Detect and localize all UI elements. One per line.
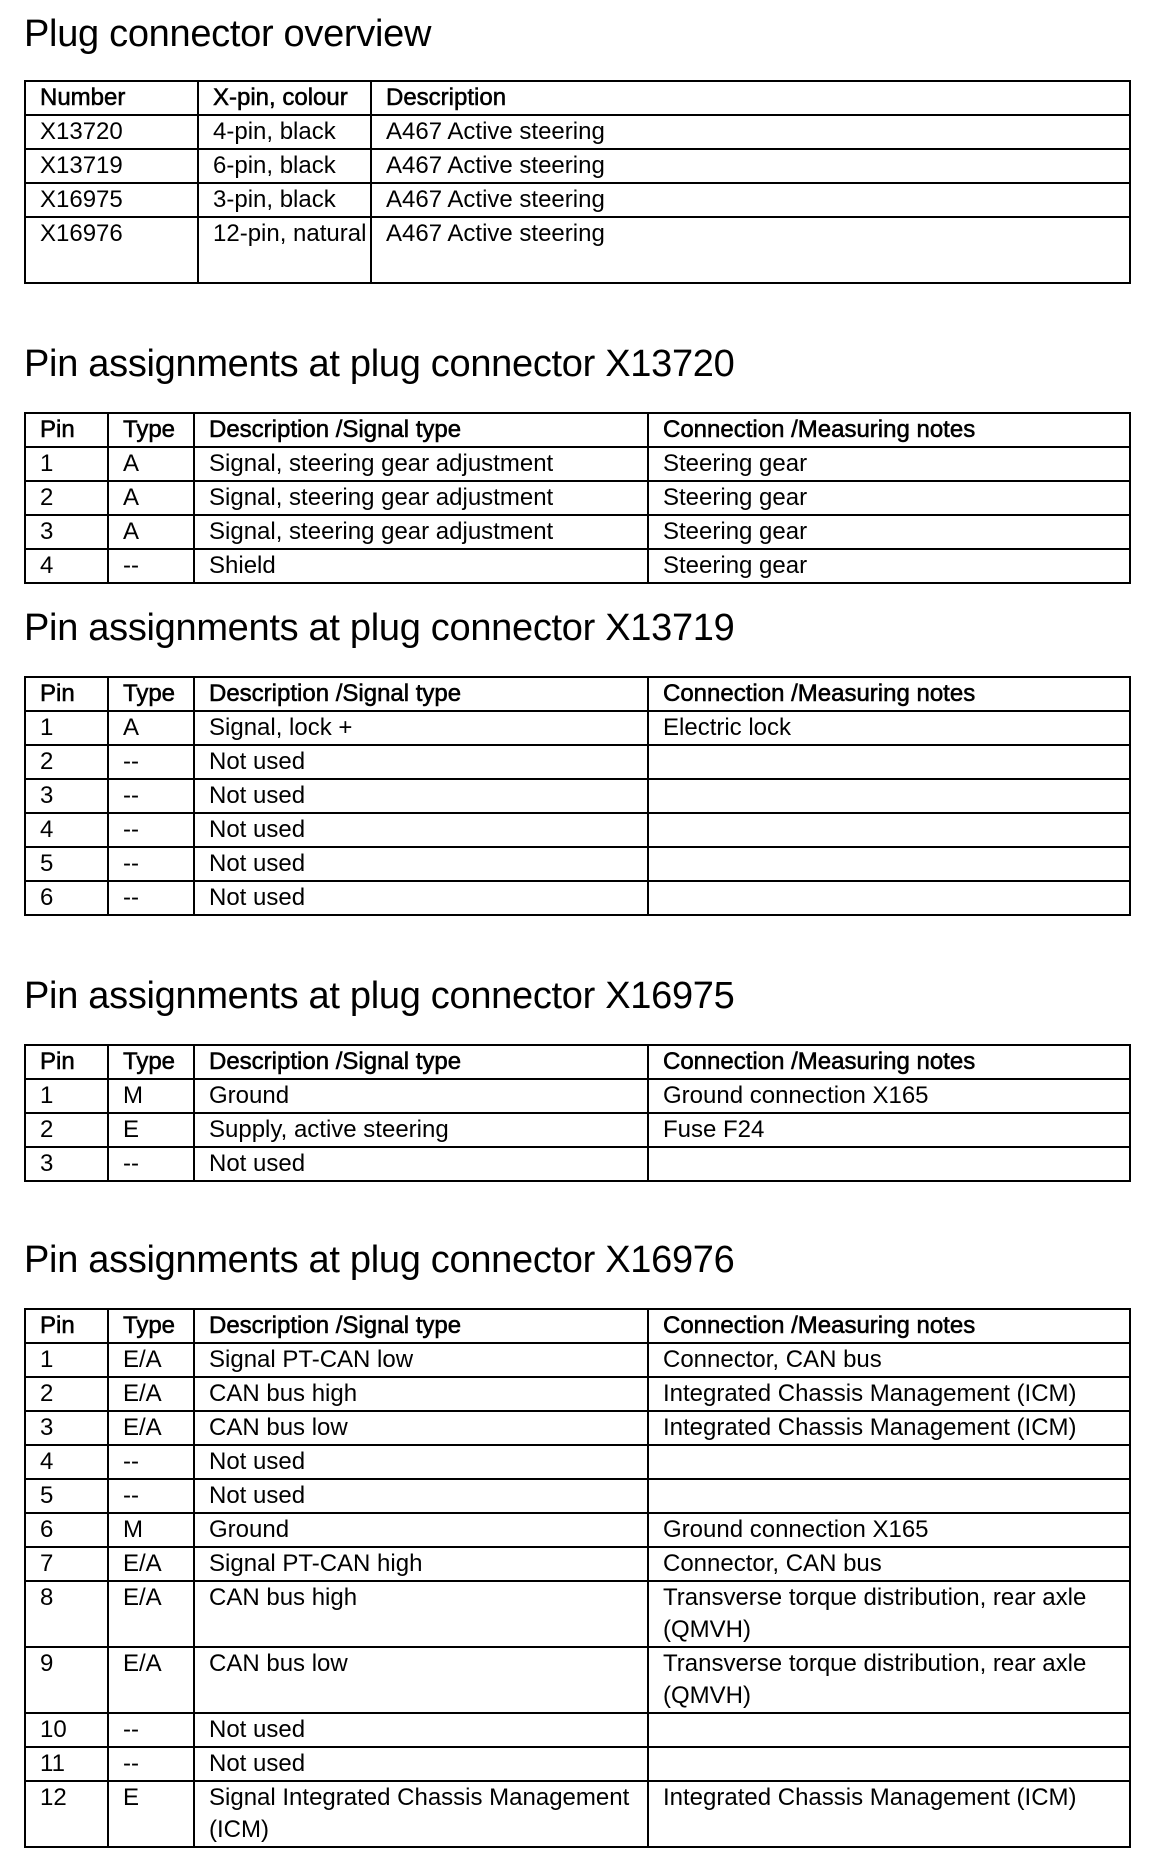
cell-description: CAN bus low <box>194 1411 648 1445</box>
cell-x-pin-colour: 12-pin, natural <box>198 217 371 283</box>
cell-x-pin-colour: 3-pin, black <box>198 183 371 217</box>
cell-pin: 1 <box>25 447 108 481</box>
overview-section <box>24 12 1131 247</box>
cell-connection: Ground connection X165 <box>648 1513 1130 1547</box>
cell-type: A <box>108 447 194 481</box>
table-header-row <box>25 81 1130 115</box>
cell-description: Not used <box>194 1147 648 1181</box>
cell-pin: 2 <box>25 745 108 779</box>
cell-connection: Steering gear <box>648 549 1130 583</box>
cell-connection: Connector, CAN bus <box>648 1343 1130 1377</box>
cell-number: X16976 <box>25 217 198 283</box>
cell-description: Ground <box>194 1079 648 1113</box>
cell-type: M <box>108 1079 194 1113</box>
cell-connection <box>648 779 1130 813</box>
cell-type: M <box>108 1513 194 1547</box>
table-row <box>25 217 1130 283</box>
cell-pin: 2 <box>25 1377 108 1411</box>
x16976-title: Pin assignments at plug connector X16976 <box>24 1239 735 1281</box>
table-row <box>25 779 1130 813</box>
cell-type: -- <box>108 1713 194 1747</box>
cell-description: CAN bus high <box>194 1377 648 1411</box>
table-row <box>25 549 1130 583</box>
cell-connection <box>648 1713 1130 1747</box>
cell-connection: Connector, CAN bus <box>648 1547 1130 1581</box>
cell-pin: 4 <box>25 813 108 847</box>
cell-type: -- <box>108 881 194 915</box>
cell-pin: 12 <box>25 1781 108 1847</box>
cell-connection: Electric lock <box>648 711 1130 745</box>
cell-description: Not used <box>194 1445 648 1479</box>
header-pin: Pin <box>25 413 108 447</box>
cell-type: E/A <box>108 1377 194 1411</box>
table-row <box>25 813 1130 847</box>
cell-pin: 11 <box>25 1747 108 1781</box>
cell-connection <box>648 745 1130 779</box>
table-row <box>25 1747 1130 1781</box>
x13719-pin-table <box>24 676 1131 916</box>
table-row <box>25 149 1130 183</box>
cell-connection: Integrated Chassis Management (ICM) <box>648 1411 1130 1445</box>
x16975-section <box>24 974 1131 1177</box>
cell-description: Supply, active steering <box>194 1113 648 1147</box>
table-row <box>25 1411 1130 1445</box>
header-connection: Connection /Measuring notes <box>648 413 1130 447</box>
table-row <box>25 881 1130 915</box>
header-type: Type <box>108 1045 194 1079</box>
cell-description: Not used <box>194 847 648 881</box>
table-row <box>25 1147 1130 1181</box>
cell-number: X13719 <box>25 149 198 183</box>
cell-description: CAN bus high <box>194 1581 648 1647</box>
cell-description: Not used <box>194 1713 648 1747</box>
cell-connection <box>648 1747 1130 1781</box>
cell-description: Signal PT-CAN high <box>194 1547 648 1581</box>
header-description: Description /Signal type <box>194 1309 648 1343</box>
cell-connection <box>648 881 1130 915</box>
x13720-section <box>24 342 1131 579</box>
table-row <box>25 1445 1130 1479</box>
x13719-title: Pin assignments at plug connector X13719 <box>24 607 735 649</box>
cell-description: Not used <box>194 813 648 847</box>
cell-pin: 9 <box>25 1647 108 1713</box>
cell-type: -- <box>108 1747 194 1781</box>
table-row <box>25 1547 1130 1581</box>
cell-type: -- <box>108 813 194 847</box>
cell-pin: 1 <box>25 1079 108 1113</box>
table-row <box>25 515 1130 549</box>
table-row <box>25 1781 1130 1847</box>
table-row <box>25 1647 1130 1713</box>
header-number: Number <box>25 81 198 115</box>
cell-connection <box>648 813 1130 847</box>
header-type: Type <box>108 1309 194 1343</box>
table-row <box>25 711 1130 745</box>
cell-description: A467 Active steering <box>371 217 1130 283</box>
cell-pin: 1 <box>25 1343 108 1377</box>
x16976-section <box>24 1238 1131 1843</box>
table-header-row <box>25 1045 1130 1079</box>
cell-description: Shield <box>194 549 648 583</box>
cell-pin: 2 <box>25 1113 108 1147</box>
header-description: Description /Signal type <box>194 413 648 447</box>
table-row <box>25 1581 1130 1647</box>
cell-pin: 3 <box>25 515 108 549</box>
cell-connection: Steering gear <box>648 481 1130 515</box>
cell-type: -- <box>108 779 194 813</box>
overview-table <box>24 80 1131 284</box>
cell-type: -- <box>108 549 194 583</box>
cell-pin: 3 <box>25 1411 108 1445</box>
x16976-pin-table <box>24 1308 1131 1848</box>
cell-pin: 5 <box>25 847 108 881</box>
cell-type: A <box>108 481 194 515</box>
table-row <box>25 481 1130 515</box>
table-row <box>25 1377 1130 1411</box>
cell-pin: 7 <box>25 1547 108 1581</box>
header-description: Description /Signal type <box>194 677 648 711</box>
cell-type: E <box>108 1781 194 1847</box>
cell-description: Not used <box>194 881 648 915</box>
cell-connection: Integrated Chassis Management (ICM) <box>648 1781 1130 1847</box>
x13719-section <box>24 606 1131 911</box>
cell-number: X13720 <box>25 115 198 149</box>
cell-type: -- <box>108 1479 194 1513</box>
cell-pin: 3 <box>25 779 108 813</box>
cell-type: E <box>108 1113 194 1147</box>
cell-type: E/A <box>108 1581 194 1647</box>
table-header-row <box>25 677 1130 711</box>
table-header-row <box>25 1309 1130 1343</box>
cell-pin: 6 <box>25 881 108 915</box>
cell-description: Not used <box>194 1747 648 1781</box>
table-row <box>25 1079 1130 1113</box>
cell-type: E/A <box>108 1647 194 1713</box>
x16975-title: Pin assignments at plug connector X16975 <box>24 975 735 1017</box>
cell-x-pin-colour: 6-pin, black <box>198 149 371 183</box>
header-connection: Connection /Measuring notes <box>648 677 1130 711</box>
cell-pin: 10 <box>25 1713 108 1747</box>
header-type: Type <box>108 677 194 711</box>
cell-description: Signal, steering gear adjustment <box>194 481 648 515</box>
header-connection: Connection /Measuring notes <box>648 1309 1130 1343</box>
cell-description: A467 Active steering <box>371 149 1130 183</box>
cell-x-pin-colour: 4-pin, black <box>198 115 371 149</box>
cell-number: X16975 <box>25 183 198 217</box>
cell-description: Signal, steering gear adjustment <box>194 515 648 549</box>
table-row <box>25 1113 1130 1147</box>
cell-description: Not used <box>194 745 648 779</box>
cell-type: A <box>108 711 194 745</box>
cell-pin: 5 <box>25 1479 108 1513</box>
table-row <box>25 447 1130 481</box>
cell-connection: Transverse torque distribution, rear axle (QMVH) <box>648 1581 1130 1647</box>
cell-connection: Fuse F24 <box>648 1113 1130 1147</box>
cell-connection: Transverse torque distribution, rear axle (QMVH) <box>648 1647 1130 1713</box>
cell-description: A467 Active steering <box>371 183 1130 217</box>
x13720-pin-table <box>24 412 1131 584</box>
cell-type: -- <box>108 745 194 779</box>
table-row <box>25 1343 1130 1377</box>
cell-type: -- <box>108 847 194 881</box>
cell-connection <box>648 847 1130 881</box>
overview-title: Plug connector overview <box>24 13 432 55</box>
header-pin: Pin <box>25 677 108 711</box>
cell-type: -- <box>108 1147 194 1181</box>
cell-type: E/A <box>108 1343 194 1377</box>
cell-connection: Steering gear <box>648 447 1130 481</box>
cell-connection: Ground connection X165 <box>648 1079 1130 1113</box>
cell-description: Signal PT-CAN low <box>194 1343 648 1377</box>
x16975-pin-table <box>24 1044 1131 1182</box>
cell-description: Signal, lock + <box>194 711 648 745</box>
cell-description: Ground <box>194 1513 648 1547</box>
table-row <box>25 183 1130 217</box>
cell-pin: 3 <box>25 1147 108 1181</box>
cell-connection: Integrated Chassis Management (ICM) <box>648 1377 1130 1411</box>
header-pin: Pin <box>25 1309 108 1343</box>
table-row <box>25 115 1130 149</box>
cell-description: CAN bus low <box>194 1647 648 1713</box>
table-row <box>25 1479 1130 1513</box>
cell-type: A <box>108 515 194 549</box>
cell-type: -- <box>108 1445 194 1479</box>
cell-description: Signal, steering gear adjustment <box>194 447 648 481</box>
cell-connection: Steering gear <box>648 515 1130 549</box>
cell-pin: 8 <box>25 1581 108 1647</box>
cell-connection <box>648 1445 1130 1479</box>
cell-pin: 1 <box>25 711 108 745</box>
cell-pin: 4 <box>25 549 108 583</box>
cell-description: Signal Integrated Chassis Management (ICM) <box>194 1781 648 1847</box>
header-type: Type <box>108 413 194 447</box>
cell-description: Not used <box>194 1479 648 1513</box>
table-row <box>25 1513 1130 1547</box>
table-header-row <box>25 413 1130 447</box>
table-row <box>25 745 1130 779</box>
cell-type: E/A <box>108 1411 194 1445</box>
cell-description: Not used <box>194 779 648 813</box>
header-description: Description <box>371 81 1130 115</box>
cell-pin: 4 <box>25 1445 108 1479</box>
cell-pin: 2 <box>25 481 108 515</box>
cell-pin: 6 <box>25 1513 108 1547</box>
cell-connection <box>648 1147 1130 1181</box>
header-pin: Pin <box>25 1045 108 1079</box>
cell-connection <box>648 1479 1130 1513</box>
header-x-pin-colour: X-pin, colour <box>198 81 371 115</box>
table-row <box>25 847 1130 881</box>
header-connection: Connection /Measuring notes <box>648 1045 1130 1079</box>
table-row <box>25 1713 1130 1747</box>
header-description: Description /Signal type <box>194 1045 648 1079</box>
cell-description: A467 Active steering <box>371 115 1130 149</box>
x13720-title: Pin assignments at plug connector X13720 <box>24 343 735 385</box>
cell-type: E/A <box>108 1547 194 1581</box>
